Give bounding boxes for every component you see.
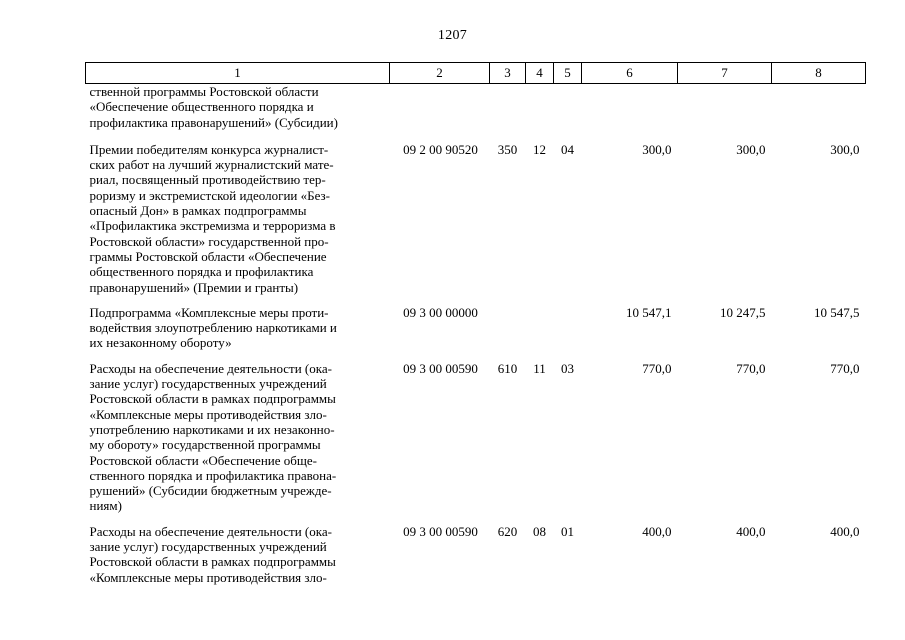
header-row — [86, 63, 866, 84]
desc-line: роризму и экстремистской идеологии «Без- — [89, 187, 330, 203]
row-pr — [554, 84, 582, 142]
table-body — [86, 84, 866, 595]
row-vr: 620 — [497, 523, 518, 539]
row-code: 09 3 00 00590 — [403, 523, 478, 539]
desc-line: ниям) — [89, 498, 122, 514]
row-rz: 11 — [533, 360, 546, 376]
desc-line: употреблению наркотиками и их незаконно- — [89, 421, 335, 437]
row-value-3: 770,0 — [830, 360, 860, 376]
row-description — [86, 524, 390, 595]
row-vr — [490, 305, 526, 361]
row-pr: 03 — [561, 360, 574, 376]
table-row — [86, 361, 866, 524]
desc-line: зание услуг) государственных учреждений — [89, 539, 327, 555]
desc-line: граммы Ростовской области «Обеспечение — [89, 248, 327, 264]
desc-line: зание услуг) государственных учреждений — [89, 376, 327, 392]
desc-line: ских работ на лучший журналистский мате- — [89, 157, 334, 173]
header-col-2: 2 — [390, 63, 490, 84]
row-description — [86, 142, 390, 305]
row-rz — [526, 84, 554, 142]
desc-line: «Комплексные меры противодействия зло- — [89, 406, 327, 422]
row-code — [390, 84, 490, 142]
header-col-5: 5 — [554, 63, 582, 84]
header-col-7: 7 — [678, 63, 772, 84]
row-pr — [554, 305, 582, 361]
row-vr: 610 — [497, 360, 518, 376]
row-value-3: 10 547,5 — [814, 304, 860, 320]
desc-line: риал, посвященный противодействию тер- — [89, 172, 326, 188]
row-rz: 08 — [533, 523, 546, 539]
table-row — [86, 142, 866, 305]
desc-line: Подпрограмма «Комплексные меры проти- — [89, 304, 329, 320]
desc-line: Ростовской области в рамках подпрограммы — [89, 554, 336, 570]
table-header — [86, 63, 866, 84]
desc-line: их незаконному обороту» — [89, 335, 232, 351]
row-value-1: 770,0 — [642, 360, 672, 376]
table-row — [86, 524, 866, 595]
desc-line: Расходы на обеспечение деятельности (ока- — [89, 360, 332, 376]
row-value-2: 400,0 — [736, 523, 766, 539]
row-pr: 04 — [561, 141, 574, 157]
row-value-3 — [772, 84, 866, 142]
desc-line: правонарушений» (Премии и гранты) — [89, 279, 299, 295]
row-value-2: 10 247,5 — [720, 304, 766, 320]
desc-line: Ростовской области» государственной про- — [89, 233, 329, 249]
desc-line: ственного порядка и профилактика правона- — [89, 467, 337, 483]
desc-line: водействия злоупотреблению наркотиками и — [89, 320, 337, 336]
desc-line: «Профилактика экстремизма и терроризма в — [89, 218, 336, 234]
desc-line: Ростовской области «Обеспечение обще- — [89, 452, 317, 468]
row-rz — [526, 305, 554, 361]
desc-line: общественного порядка и профилактика — [89, 264, 314, 280]
desc-line: Ростовской области в рамках подпрограммы — [89, 391, 336, 407]
desc-line: Премии победителям конкурса журналист- — [89, 141, 329, 157]
header-col-6: 6 — [582, 63, 678, 84]
desc-line: опасный Дон» в рамках подпрограммы — [89, 203, 307, 219]
desc-line: «Обеспечение общественного порядка и — [89, 99, 314, 115]
row-vr — [490, 84, 526, 142]
row-description — [86, 84, 390, 142]
header-col-4: 4 — [526, 63, 554, 84]
row-value-2 — [678, 84, 772, 142]
row-code: 09 2 00 90520 — [403, 141, 478, 157]
page-number: 1207 — [437, 28, 468, 43]
row-value-1 — [582, 84, 678, 142]
row-value-3: 400,0 — [830, 523, 860, 539]
row-value-3: 300,0 — [830, 141, 860, 157]
table-row — [86, 305, 866, 361]
desc-line: рушений» (Субсидии бюджетным учрежде- — [89, 483, 332, 499]
desc-line: му обороту» государственной программы — [89, 437, 321, 453]
row-code: 09 3 00 00590 — [403, 360, 478, 376]
row-value-1: 10 547,1 — [626, 304, 672, 320]
row-description — [86, 361, 390, 524]
row-value-1: 400,0 — [642, 523, 672, 539]
row-pr: 01 — [561, 523, 574, 539]
row-rz: 12 — [533, 141, 546, 157]
budget-table — [85, 62, 866, 595]
header-col-1: 1 — [86, 63, 390, 84]
row-code: 09 3 00 00000 — [403, 304, 478, 320]
header-col-8: 8 — [772, 63, 866, 84]
desc-line: ственной программы Ростовской области — [89, 84, 319, 99]
row-value-1: 300,0 — [642, 141, 672, 157]
row-vr: 350 — [497, 141, 518, 157]
desc-line: «Комплексные меры противодействия зло- — [89, 569, 327, 585]
table-row — [86, 84, 866, 142]
row-value-2: 770,0 — [736, 360, 766, 376]
desc-line: Расходы на обеспечение деятельности (ока- — [89, 523, 332, 539]
row-value-2: 300,0 — [736, 141, 766, 157]
desc-line: профилактика правонарушений» (Субсидии) — [89, 114, 338, 130]
row-description — [86, 305, 390, 361]
header-col-3: 3 — [490, 63, 526, 84]
